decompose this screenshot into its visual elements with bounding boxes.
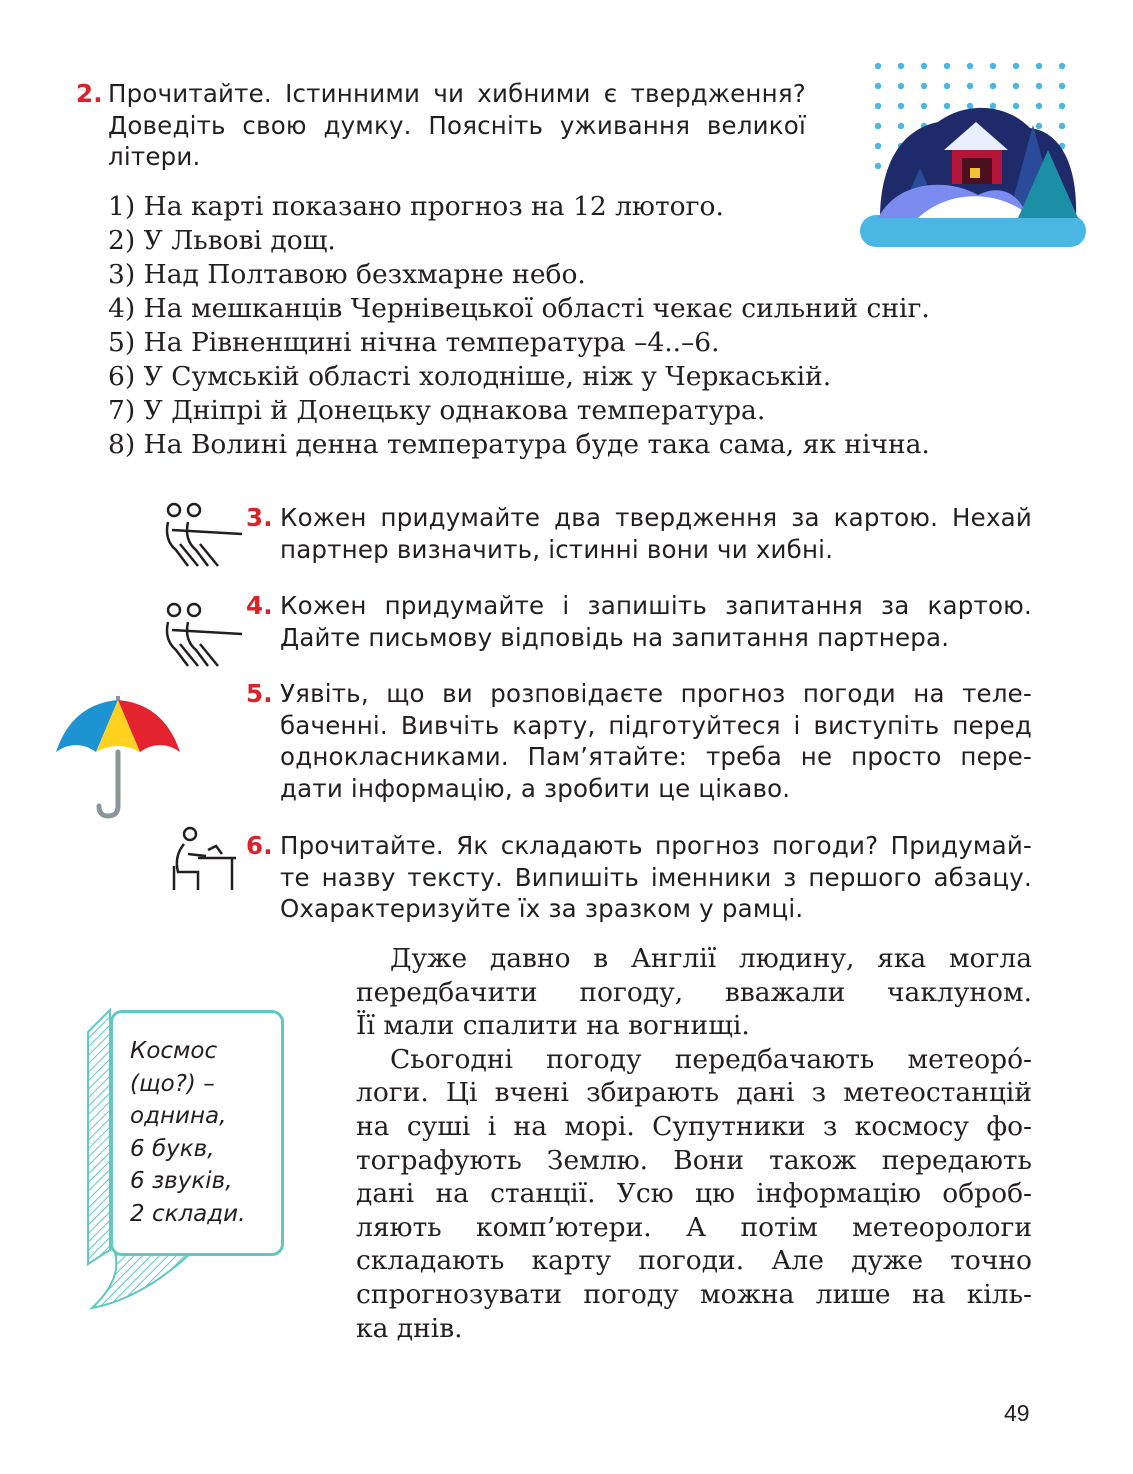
- text-line: передбачити погоду, вважали чаклуном.: [356, 976, 1032, 1008]
- pair-work-icon: [162, 600, 244, 670]
- text-line: логи. Ці вчені збирають дані з метеостанцій: [356, 1077, 1032, 1109]
- snow-dot: [1036, 63, 1042, 69]
- text-line: Сьогодні погоду передбачають метеоро́-: [390, 1043, 1032, 1075]
- task-number: 4.: [246, 591, 273, 620]
- snow-dot: [1059, 83, 1065, 89]
- task-3: [246, 502, 1032, 565]
- pair-work-icon: [162, 500, 244, 570]
- snow-dot: [1036, 123, 1042, 129]
- task-2: [76, 78, 806, 173]
- note-line: (що?) –: [130, 1070, 215, 1097]
- list-item: 1) На карті показано прогноз на 12 лютого.: [108, 191, 724, 222]
- snow-dot: [1059, 123, 1065, 129]
- list-item: 7) У Дніпрі й Донецьку однакова температура.: [108, 395, 766, 426]
- task-number: 3.: [246, 503, 273, 532]
- snow-dot: [944, 83, 950, 89]
- task-line: Кожен придумайте і запишіть запитання за картою.: [280, 591, 1032, 620]
- list-item: 6) У Сумській області холодніше, ніж у Черкаській.: [108, 361, 832, 392]
- snow-dot: [1059, 63, 1065, 69]
- snow-dot: [967, 83, 973, 89]
- snow-dot: [990, 63, 996, 69]
- statements-list: [108, 190, 930, 462]
- snow-dot: [875, 83, 881, 89]
- task-line: партнер визначить, істинні вони чи хибні.: [280, 534, 834, 564]
- snow-dot: [944, 63, 950, 69]
- text-line: тографують Землю. Вони також передають: [356, 1144, 1032, 1176]
- text-line: Її мали спалити на вогнищі.: [356, 1010, 750, 1042]
- task-line: Кожен придумайте два твердження за картою. Нехай: [280, 503, 1032, 532]
- snow-dot: [921, 63, 927, 69]
- snow-dot: [898, 103, 904, 109]
- list-item: 3) Над Полтавою безхмарне небо.: [108, 259, 586, 290]
- task-2-instruction: [108, 78, 806, 173]
- individual-work-icon: [168, 826, 238, 892]
- instruction-line: Прочитайте. Істинними чи хибними є твердження?: [108, 79, 806, 108]
- text-line: дані на станції. Усю цю інформацію оброб-: [356, 1178, 1032, 1210]
- text-line: Дуже давно в Англії людину, яка могла: [390, 943, 1032, 974]
- page-number: 49: [1004, 1400, 1030, 1426]
- snow-dot: [1013, 63, 1019, 69]
- text-line: спрогнозувати погоду можна лише на кіль-: [356, 1278, 1032, 1310]
- note-line: 6 звуків,: [130, 1168, 233, 1194]
- note-line: Космос: [130, 1038, 218, 1064]
- snow-dot: [944, 103, 950, 109]
- snow-dot: [875, 63, 881, 69]
- task-number: 5.: [246, 679, 273, 708]
- snow-dot: [1013, 103, 1019, 109]
- list-item: 2) У Львові дощ.: [108, 225, 336, 256]
- task-line: Охарактеризуйте їх за зразком у рамці.: [280, 894, 804, 923]
- snow-dot: [990, 103, 996, 109]
- text-line: на суші і на морі. Супутники з космосу фо-: [356, 1110, 1032, 1142]
- snow-dot: [1036, 103, 1042, 109]
- task-line: однокласниками. Пам’ятайте: треба не просто пере-: [280, 742, 1032, 771]
- list-item: 8) На Волині денна температура буде така сама, як нічна.: [108, 429, 930, 460]
- text-line: ляють комп’ютери. А потім метеорологи: [356, 1211, 1032, 1243]
- task-5: [246, 678, 1032, 804]
- example-note: [130, 1035, 275, 1230]
- task-line: дати інформацію, а зробити це цікаво.: [280, 773, 791, 803]
- snow-dot: [898, 83, 904, 89]
- task-number: 6.: [246, 831, 273, 860]
- task-4: [246, 590, 1032, 653]
- list-item: 5) На Рівненщині нічна температура –4..–6.: [108, 327, 720, 358]
- instruction-line: літери.: [108, 142, 201, 171]
- snow-dot: [967, 103, 973, 109]
- snow-dot: [898, 123, 904, 129]
- instruction-line: Доведіть свою думку. Поясніть уживання великої: [108, 110, 806, 140]
- umbrella-icon: [52, 694, 184, 822]
- task-line: Уявіть, що ви розповідаєте прогноз погоди на теле-: [280, 679, 1032, 708]
- snow-dot: [1036, 83, 1042, 89]
- task-line: Прочитайте. Як складають прогноз погоди? Придумай-: [280, 831, 1032, 860]
- snow-dot: [875, 123, 881, 129]
- text-line: складають карту погоди. Але дуже точно: [356, 1245, 1032, 1277]
- snow-dot: [898, 63, 904, 69]
- snow-dot: [875, 103, 881, 109]
- task-line: Дайте письмову відповідь на запитання партнера.: [280, 622, 950, 652]
- task-number: 2.: [76, 79, 103, 108]
- task-line: баченні. Вивчіть карту, підготуйтеся і виступіть перед: [280, 710, 1032, 740]
- snow-dot: [967, 63, 973, 69]
- snow-dot: [1059, 103, 1065, 109]
- snow-dot: [921, 83, 927, 89]
- task-line: те назву тексту. Випишіть іменники з першого абзацу.: [280, 862, 1032, 892]
- list-item: 4) На мешканців Чернівецької області чекає сильний сніг.: [108, 293, 930, 324]
- note-line: 2 склади.: [130, 1200, 246, 1227]
- snow-dot: [1013, 83, 1019, 89]
- snow-dot: [921, 103, 927, 109]
- text-line: ка днів.: [356, 1312, 463, 1344]
- snow-dot: [990, 83, 996, 89]
- reading-text: [356, 942, 1032, 1345]
- note-line: 6 букв,: [130, 1135, 215, 1162]
- snow-dot: [875, 143, 881, 149]
- snow-dot: [875, 163, 881, 169]
- task-6: [246, 830, 1032, 925]
- note-line: однина,: [130, 1103, 227, 1129]
